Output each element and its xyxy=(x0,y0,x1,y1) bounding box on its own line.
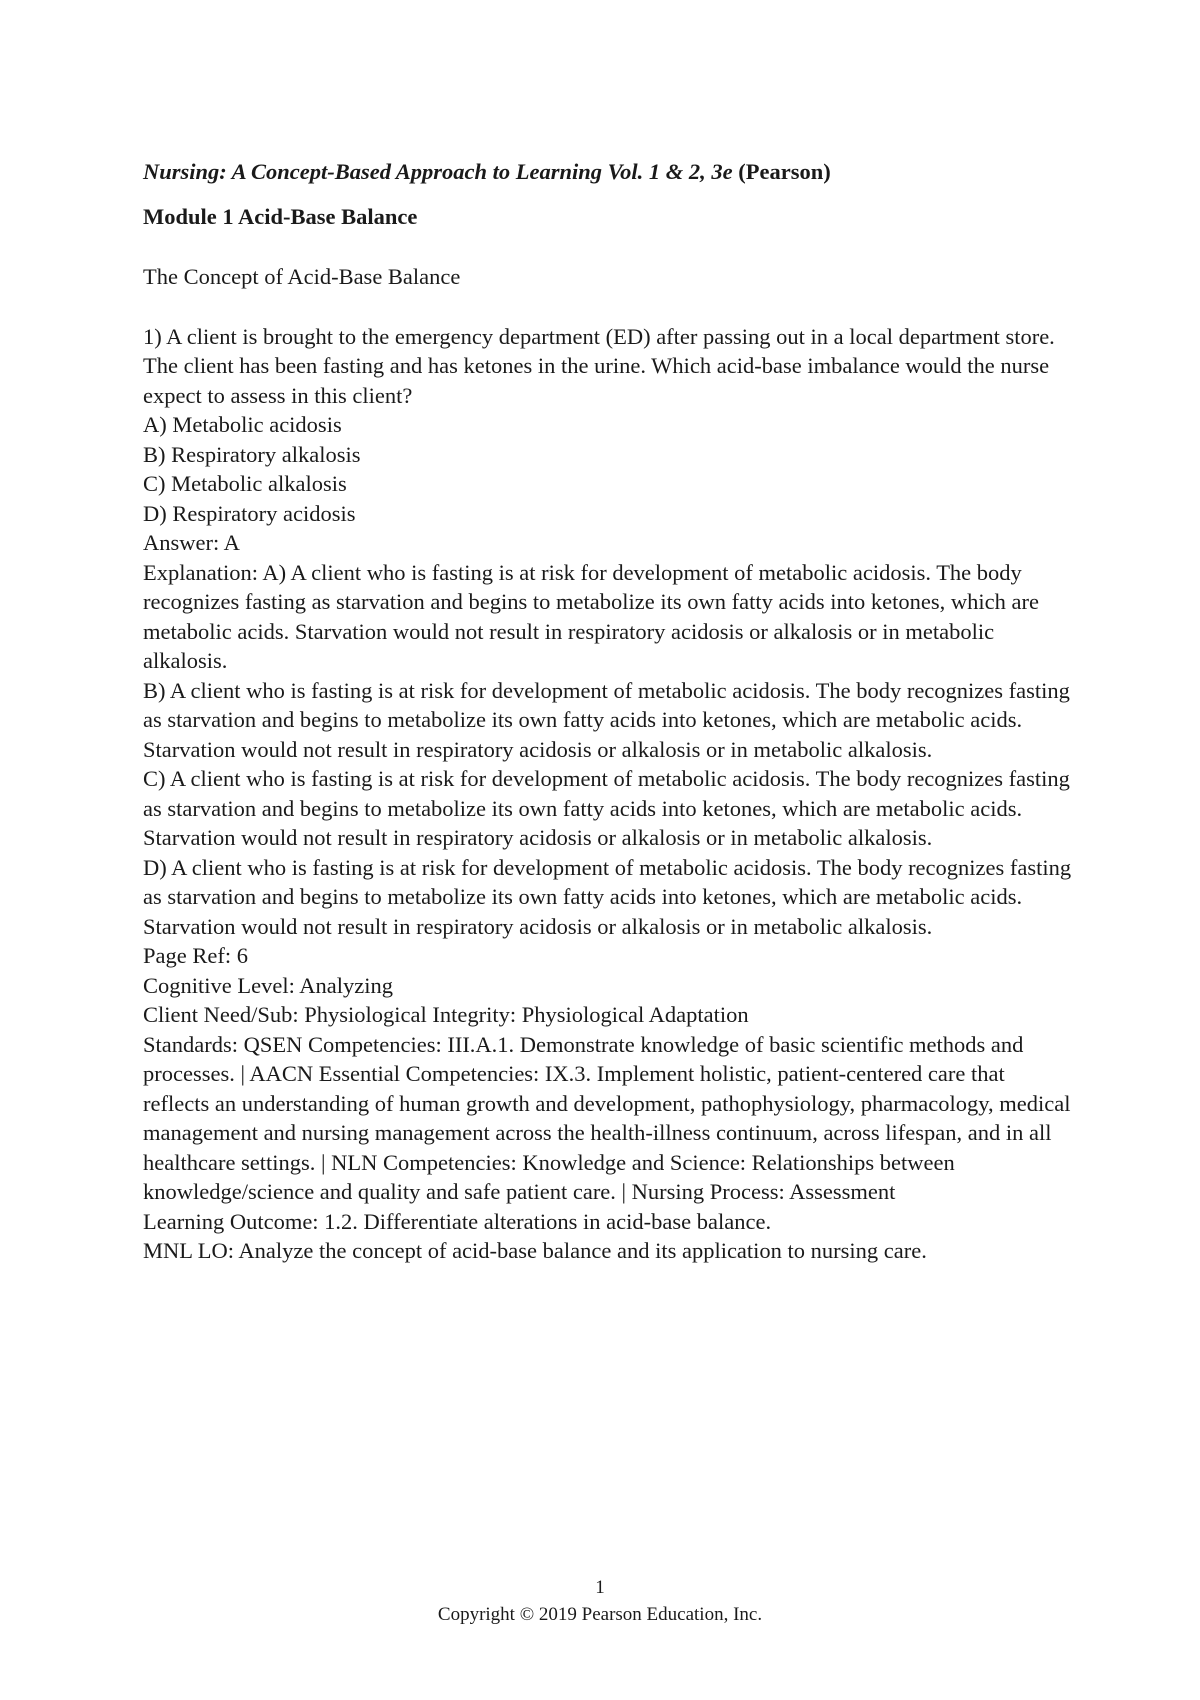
option-c: C) Metabolic alkalosis xyxy=(143,471,347,496)
question-block xyxy=(143,322,1073,1266)
explanation-b: B) A client who is fasting is at risk for development of metabolic acidosis. The body recognizes fasting as starvation and begins to metabolize its own fatty acids into ketones, which are metabolic acids. Starvation would not result in respiratory acidosis or alkalosis or in metabolic alkalosis. xyxy=(143,677,1070,762)
client-need: Client Need/Sub: Physiological Integrity: Physiological Adaptation xyxy=(143,1002,749,1027)
option-b: B) Respiratory alkalosis xyxy=(143,441,361,467)
learning-outcome: Learning Outcome: 1.2. Differentiate alterations in acid-base balance. xyxy=(143,1208,772,1234)
copyright: Copyright © 2019 Pearson Education, Inc. xyxy=(437,1604,763,1625)
explanation-c: C) A client who is fasting is at risk for development of metabolic acidosis. The body recognizes fasting as starvation and begins to metabolize its own fatty acids into ketones, which are metabolic acids. Starvation would not result in respiratory acidosis or alkalosis or in metabolic alkalosis. xyxy=(143,766,1070,850)
page-ref: Page Ref: 6 xyxy=(143,943,248,968)
mnl-lo: MNL LO: Analyze the concept of acid-base balance and its application to nursing care. xyxy=(143,1238,927,1263)
book-title-publisher: (Pearson) xyxy=(732,159,831,184)
section-title: The Concept of Acid-Base Balance xyxy=(143,264,461,289)
option-a: A) Metabolic acidosis xyxy=(143,412,342,437)
question-stem: 1) A client is brought to the emergency department (ED) after passing out in a local department store. The client has been fasting and has ketones in the urine. Which acid-base imbalance would the nurse expect to assess in this client? xyxy=(143,323,1055,408)
cognitive-level: Cognitive Level: Analyzing xyxy=(143,972,393,998)
standards: Standards: QSEN Competencies: III.A.1. Demonstrate knowledge of basic scientific methods and processes. | AACN Essential Competencies: IX.3. Implement holistic, patient-centered care that reflects an understanding of human growth and development, pathophysiology, pharmacology, medical management and nursing management across the health-illness continuum, across lifespan, and in all healthcare settings. | NLN Competencies: Knowledge and Science: Relationships between knowledge/science and quality and safe patient care. | Nursing Process: Assessment xyxy=(143,1031,1071,1204)
answer: Answer: A xyxy=(143,530,240,555)
module-title: Module 1 Acid-Base Balance xyxy=(143,203,418,229)
book-title-name: Nursing: A Concept-Based Approach to Learning Vol. 1 & 2, 3e xyxy=(143,159,733,184)
explanation-d: D) A client who is fasting is at risk for development of metabolic acidosis. The body recognizes fasting as starvation and begins to metabolize its own fatty acids into ketones, which are metabolic acids. Starvation would not result in respiratory acidosis or alkalosis or in metabolic alkalosis. xyxy=(143,854,1072,939)
page-number: 1 xyxy=(595,1577,605,1598)
book-title xyxy=(143,157,1073,187)
page-content xyxy=(143,157,1073,1266)
explanation-a: Explanation: A) A client who is fasting is at risk for development of metabolic acidosis. The body recognizes fasting as starvation and begins to metabolize its own fatty acids into ketones, which are metabolic acids. Starvation would not result in respiratory acidosis or alkalosis or in metabolic alkalosis. xyxy=(143,559,1039,673)
option-d: D) Respiratory acidosis xyxy=(143,500,356,526)
